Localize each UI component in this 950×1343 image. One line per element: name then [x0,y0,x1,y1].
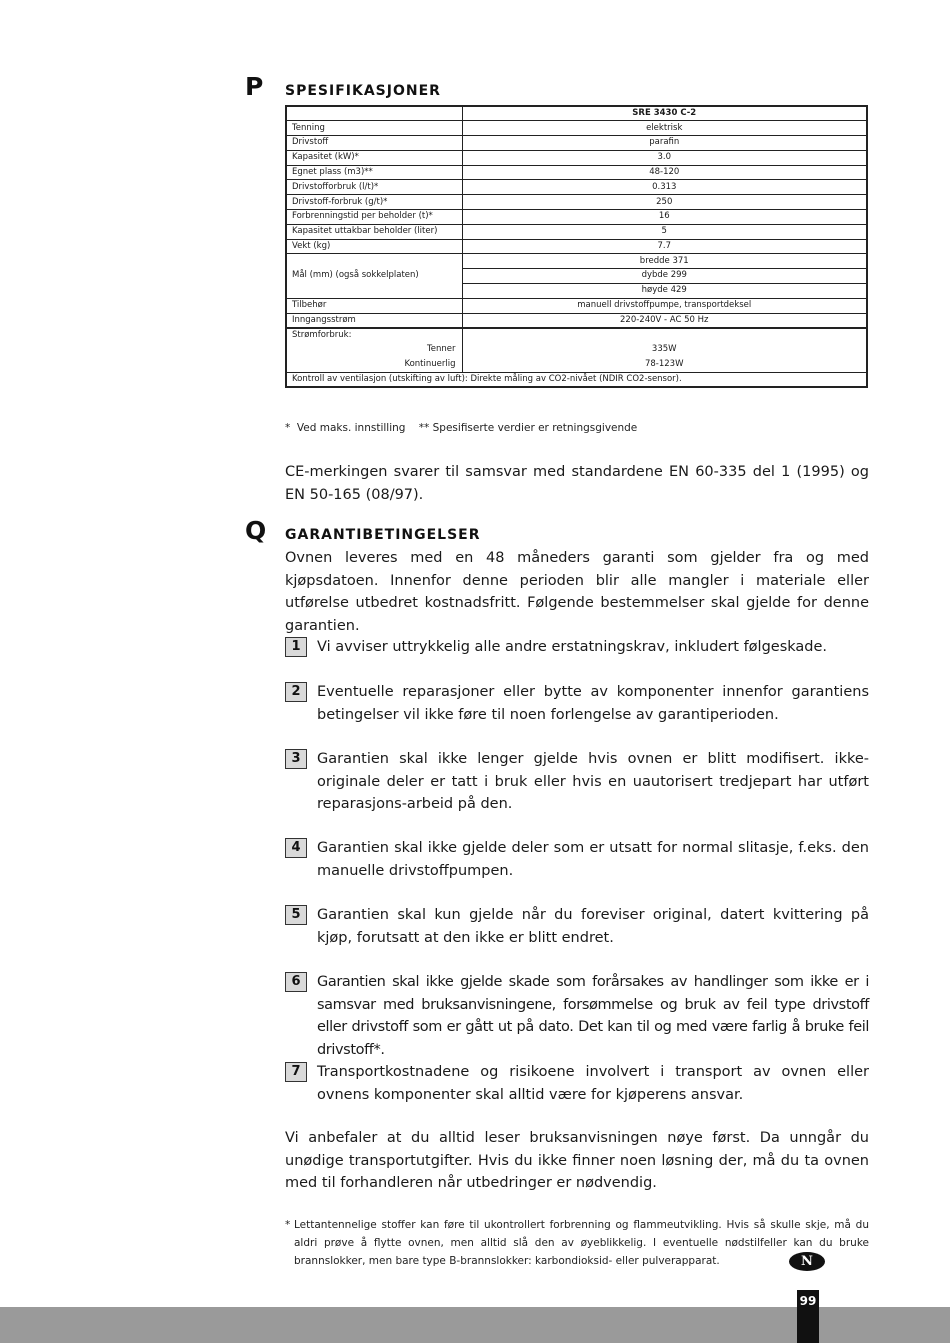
list-item [285,1061,869,1106]
spec-value: 0.313 [462,180,867,195]
spec-label: Kapasitet (kW)* [286,150,462,165]
power-consumption-label: Strømforbruk: [286,328,462,343]
spec-label: Kapasitet uttakbar beholder (liter) [286,224,462,239]
item-text: Transportkostnadene og risikoene involvert i transport av ovnen eller ovnens komponenter skal alltid være for kjøperens ansvar. [317,1064,869,1103]
table-row [286,313,867,328]
table-row [286,343,867,358]
table-row [286,298,867,313]
item-number-box: 4 [285,838,307,858]
spec-label: Drivstofforbruk (l/t)* [286,180,462,195]
spec-label: Tenning [286,121,462,136]
section-title-specifications: SPESIFIKASJONER [285,83,441,99]
table-row [286,239,867,254]
dimensions-label: Mål (mm) (også sokkelplaten) [286,254,462,298]
spec-value: 48-120 [462,165,867,180]
table-row [286,328,867,343]
spec-label: Drivstoff-forbruk (g/t)* [286,195,462,210]
list-item [285,748,869,816]
table-row [286,358,867,373]
table-row [286,180,867,195]
continuous-label: Kontinuerlig [286,358,462,373]
item-number-box: 2 [285,682,307,702]
spec-label: Drivstoff [286,136,462,151]
spec-value: 3.0 [462,150,867,165]
spec-value-empty [462,328,867,343]
warranty-intro: Ovnen leveres med en 48 måneders garanti som gjelder fra og med kjøpsdatoen. Innenfor denne perioden blir alle mangler i materiale eller utførelse utbedret kostnadsfritt. Følgende bestemmelser skal gjelde for denne garantien. [285,550,869,634]
item-text: Garantien skal ikke gjelde skade som forårsakes av handlinger som ikke er i samsvar med bruksanvisningene, forsømmelse og bruk av feil type drivstoff eller drivstoff som er gått ut på dato. Det kan til og med være farlig å bruke feil drivstoff*. [317,974,869,1058]
spec-value: 220-240V - AC 50 Hz [462,313,867,328]
language-badge: N [789,1252,825,1271]
closing-paragraph: Vi anbefaler at du alltid leser bruksanvisningen nøye først. Da unngår du unødige transportutgifter. Hvis du ikke finner noen løsning der, må du ta ovnen med til forhandleren når utbedringer er nødvendig. [285,1130,869,1191]
spec-label: Egnet plass (m3)** [286,165,462,180]
table-row [286,254,867,269]
list-item [285,904,869,949]
spec-value: manuell drivstoffpumpe, transportdeksel [462,298,867,313]
spec-value: elektrisk [462,121,867,136]
spec-value: 250 [462,195,867,210]
table-row [286,136,867,151]
table-row [286,195,867,210]
spec-value: parafin [462,136,867,151]
table-row [286,210,867,225]
section-letter-p: P [245,72,264,101]
table-row [286,224,867,239]
continuous-value: 78-123W [462,358,867,373]
item-number-box: 6 [285,972,307,992]
spec-value: 5 [462,224,867,239]
item-text: Garantien skal ikke gjelde deler som er utsatt for normal slitasje, f.eks. den manuelle drivstoffpumpen. [317,840,869,879]
table-row [286,121,867,136]
item-text: Garantien skal kun gjelde når du foreviser original, datert kvittering på kjøp, forutsatt at den ikke er blitt endret. [317,907,869,946]
bottom-footnote [285,1216,869,1270]
page-number: 99 [797,1290,819,1343]
list-item [285,681,869,726]
item-text: Eventuelle reparasjoner eller bytte av komponenter innenfor garantiens betingelser vil ikke føre til noen forlengelse av garantiperioden. [317,684,869,723]
spec-label: Inngangsstrøm [286,313,462,328]
table-row [286,372,867,387]
dimension-depth: dybde 299 [462,269,867,284]
ignition-value: 335W [462,343,867,358]
ignition-label: Tenner [286,343,462,358]
list-item [285,636,869,659]
list-item [285,837,869,882]
footnote-text: Lettantennelige stoffer kan føre til ukontrollert forbrenning og flammeutvikling. Hvis så skulle skje, må du aldri prøve å flytte ovnen, men alltid slå den av øyeblikkelig. I eventuelle nødstilfeller kan du bruke brannslokker, men bare type B-brannslokker: karbondioksid- eller pulverapparat. [294,1219,869,1267]
list-item [285,971,869,1061]
spec-value: 7.7 [462,239,867,254]
spec-label: Forbrenningstid per beholder (t)* [286,210,462,225]
ce-marking-text: CE-merkingen svarer til samsvar med standardene EN 60-335 del 1 (1995) og EN 50-165 (08/97). [285,464,869,503]
table-row [286,150,867,165]
item-text: Vi avviser uttrykkelig alle andre erstatningskrav, inkludert følgeskade. [317,639,828,655]
specifications-table [285,105,868,388]
dimension-height: høyde 429 [462,284,867,299]
item-text: Garantien skal ikke lenger gjelde hvis ovnen er blitt modifisert. ikke-originale deler er tatt i bruk eller hvis en uautorisert tredjepart har utført reparasjons-arbeid på den. [317,751,869,812]
item-number-box: 3 [285,749,307,769]
spec-label: Vekt (kg) [286,239,462,254]
item-number-box: 5 [285,905,307,925]
spec-label: Tilbehør [286,298,462,313]
section-letter-q: Q [245,516,267,545]
section-title-warranty: GARANTIBETINGELSER [285,527,481,543]
footnote-star: * [285,1219,291,1231]
table-header-empty [286,106,462,121]
table-header-model: SRE 3430 C-2 [462,106,867,121]
item-number-box: 7 [285,1062,307,1082]
spec-footnote: * Ved maks. innstilling ** Spesifiserte verdier er retningsgivende [285,422,638,434]
dimension-width: bredde 371 [462,254,867,269]
ventilation-note: Kontroll av ventilasjon (utskifting av luft): Direkte måling av CO2-nivået (NDIR CO2-sensor). [286,372,867,387]
spec-value: 16 [462,210,867,225]
table-row [286,165,867,180]
item-number-box: 1 [285,637,307,657]
